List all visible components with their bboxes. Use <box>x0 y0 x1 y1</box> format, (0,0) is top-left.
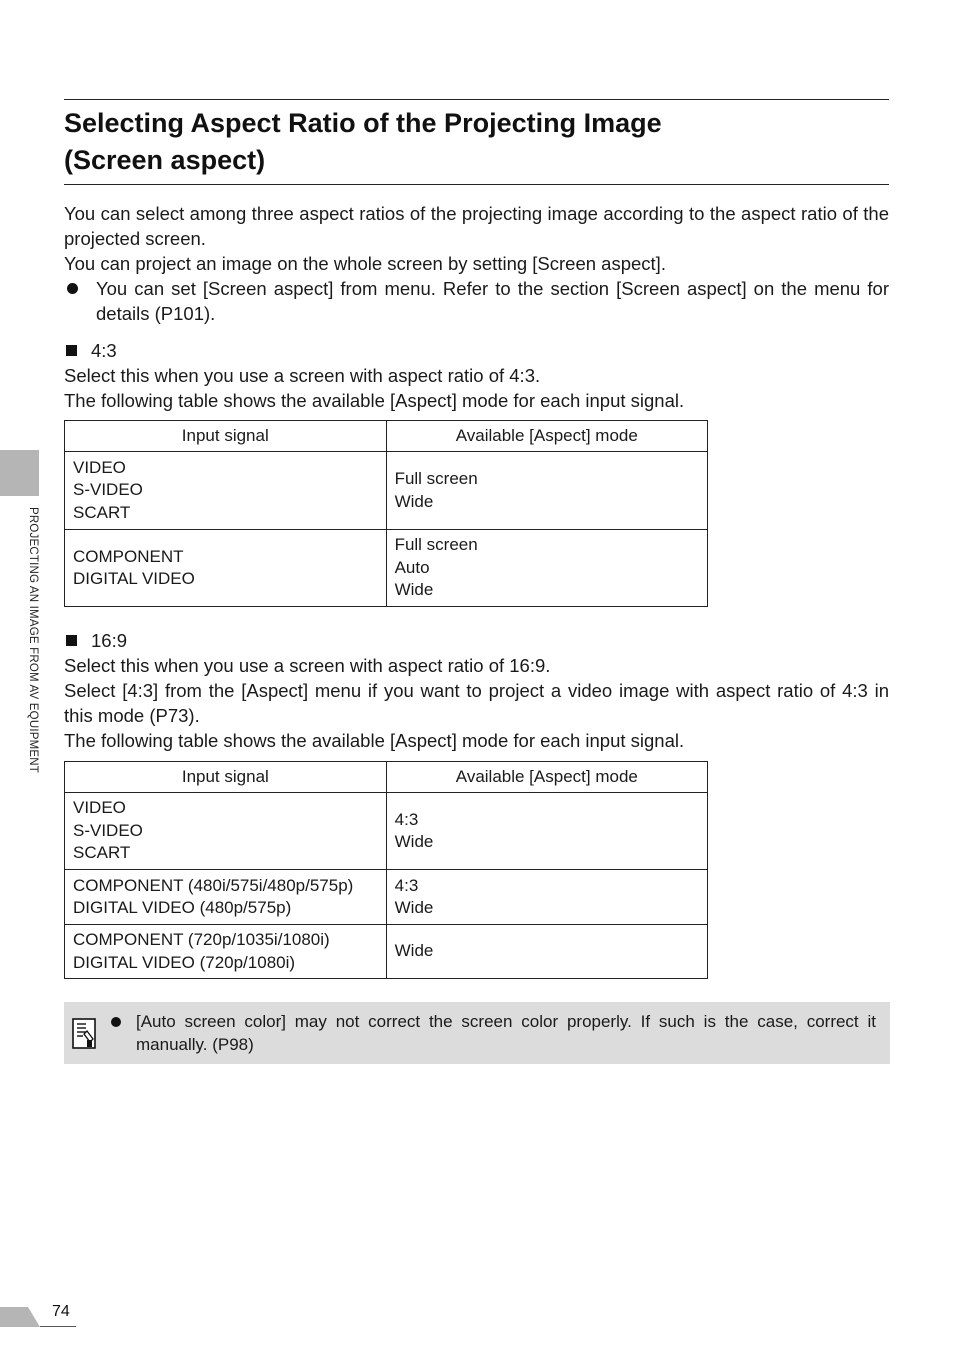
section-4-3-line-1: Select this when you use a screen with aspect ratio of 4:3. <box>64 365 541 386</box>
intro-section <box>64 201 889 326</box>
table-row <box>65 870 708 925</box>
signal-name: SCART <box>73 843 131 863</box>
mode-name: 4:3 <box>394 809 419 829</box>
aspect-mode-cell <box>386 530 707 607</box>
section-16-9-line-1: Select this when you use a screen with aspect ratio of 16:9. <box>64 655 551 676</box>
note-text: [Auto screen color] may not correct the screen color properly. If such is the case, correct it manually. (P98) <box>136 1012 876 1054</box>
input-signal-cell <box>65 452 387 530</box>
signal-name: DIGITAL VIDEO (720p/1080i) <box>73 952 296 972</box>
note-bullet-dot-icon <box>111 1017 121 1027</box>
input-signal-cell <box>65 870 387 925</box>
section-16-9-heading <box>64 628 889 653</box>
section-4-3-heading <box>64 338 889 363</box>
mode-name: Wide <box>394 898 434 917</box>
aspect-table-16-9 <box>64 761 708 979</box>
input-signal-cell <box>65 530 387 607</box>
signal-name: DIGITAL VIDEO <box>73 569 195 588</box>
header-input-signal: Input signal <box>65 762 387 793</box>
section-16-9-heading-text: 16:9 <box>91 630 128 651</box>
mode-name: Wide <box>394 491 434 511</box>
page-title-line-1: Selecting Aspect Ratio of the Projecting Image <box>64 108 662 138</box>
memo-icon <box>72 1018 98 1050</box>
section-4-3 <box>64 338 889 413</box>
signal-name: VIDEO <box>73 457 126 477</box>
intro-bullet <box>64 276 889 326</box>
signal-name: S-VIDEO <box>73 820 143 840</box>
square-bullet-icon <box>66 635 77 646</box>
aspect-mode-cell <box>386 925 707 979</box>
section-4-3-heading-text: 4:3 <box>91 340 117 361</box>
table-row <box>65 793 708 870</box>
page-title-line-2: (Screen aspect) <box>64 145 266 175</box>
table-row <box>65 452 708 530</box>
intro-bullet-text: You can set [Screen aspect] from menu. Refer to the section [Screen aspect] on the menu for details (P101). <box>96 278 889 324</box>
mode-name: Full screen <box>394 469 478 488</box>
title-top-rule <box>64 99 889 100</box>
bullet-dot-icon <box>67 283 78 294</box>
mode-name: Wide <box>394 580 434 600</box>
input-signal-cell <box>65 925 387 979</box>
chapter-tab <box>0 450 39 496</box>
signal-name: S-VIDEO <box>73 480 143 500</box>
signal-name: COMPONENT (480i/575i/480p/575p) <box>73 875 354 895</box>
signal-name: DIGITAL VIDEO (480p/575p) <box>73 898 292 917</box>
mode-name: Full screen <box>394 535 478 555</box>
title-bottom-rule <box>64 184 889 185</box>
signal-name: SCART <box>73 502 131 522</box>
table-row <box>65 530 708 607</box>
intro-paragraph-1: You can select among three aspect ratios of the projecting image according to the aspect ratio of the projected screen. <box>64 203 889 249</box>
signal-name: COMPONENT (720p/1035i/1080i) <box>73 930 330 949</box>
mode-name: Wide <box>394 941 434 961</box>
note-box <box>64 1002 890 1064</box>
section-16-9-line-2: Select [4:3] from the [Aspect] menu if you want to project a video image with aspect ratio of 4:3 in this mode (P73). <box>64 680 889 726</box>
page-number: 74 <box>52 1303 70 1320</box>
table-row <box>65 925 708 979</box>
table-header-row <box>65 421 708 452</box>
chapter-side-label: PROJECTING AN IMAGE FROM AV EQUIPMENT <box>27 507 39 773</box>
header-input-signal: Input signal <box>65 421 387 452</box>
page-title <box>64 105 889 179</box>
mode-name: Wide <box>394 832 434 851</box>
signal-name: COMPONENT <box>73 546 184 566</box>
aspect-mode-cell <box>386 870 707 925</box>
section-16-9 <box>64 628 889 753</box>
square-bullet-icon <box>66 345 77 356</box>
mode-name: 4:3 <box>394 875 419 895</box>
aspect-mode-cell <box>386 793 707 870</box>
section-4-3-line-2: The following table shows the available [Aspect] mode for each input signal. <box>64 390 685 411</box>
mode-name: Auto <box>394 557 430 577</box>
header-available-mode: Available [Aspect] mode <box>386 762 707 793</box>
table-header-row <box>65 762 708 793</box>
signal-name: VIDEO <box>73 798 126 818</box>
intro-paragraph-2: You can project an image on the whole screen by setting [Screen aspect]. <box>64 253 666 274</box>
input-signal-cell <box>65 793 387 870</box>
aspect-table-4-3 <box>64 420 708 607</box>
header-available-mode: Available [Aspect] mode <box>386 421 707 452</box>
page-corner-tab <box>0 1307 42 1327</box>
aspect-mode-cell <box>386 452 707 530</box>
page-number-underline <box>40 1326 76 1327</box>
section-16-9-line-3: The following table shows the available [Aspect] mode for each input signal. <box>64 730 685 751</box>
